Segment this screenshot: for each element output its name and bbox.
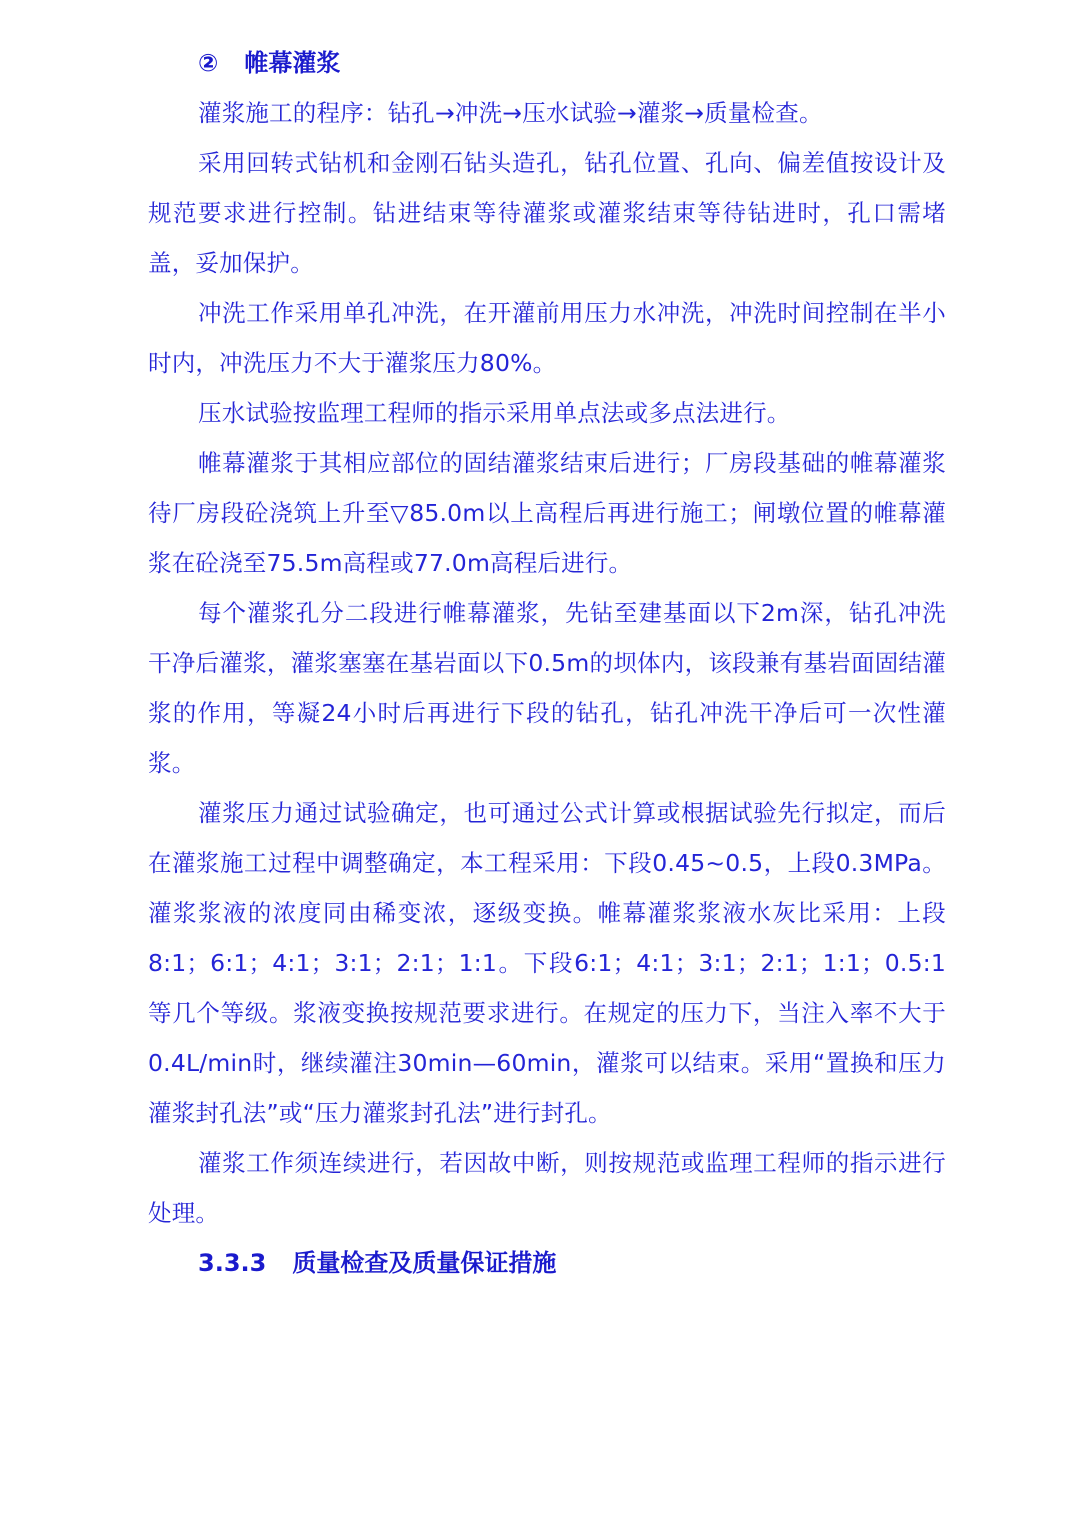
paragraph-water-test: 压水试验按监理工程师的指示采用单点法或多点法进行。 [198, 399, 791, 427]
section-heading-quality [148, 1238, 946, 1288]
heading-number: ② [198, 49, 219, 77]
document-page [148, 38, 946, 1288]
paragraph-continuity: 灌浆工作须连续进行，若因故中断，则按规范或监理工程师的指示进行处理。 [148, 1149, 946, 1227]
heading-title: 帷幕灌浆 [244, 49, 341, 77]
paragraph-flushing: 冲洗工作采用单孔冲洗，在开灌前用压力水冲洗，冲洗时间控制在半小时内，冲洗压力不大于灌浆压力80%。 [148, 299, 946, 377]
paragraph-drilling: 采用回转式钻机和金刚石钻头造孔，钻孔位置、孔向、偏差值按设计及规范要求进行控制。钻进结束等待灌浆或灌浆结束等待钻进时，孔口需堵盖，妥加保护。 [148, 149, 946, 277]
paragraph-procedure: 灌浆施工的程序：钻孔→冲洗→压水试验→灌浆→质量检查。 [198, 99, 823, 127]
paragraph-stages: 每个灌浆孔分二段进行帷幕灌浆，先钻至建基面以下2m深，钻孔冲洗干净后灌浆，灌浆塞塞在基岩面以下0.5m的坝体内，该段兼有基岩面固结灌浆的作用，等凝24小时后再进行下段的钻孔，钻孔冲洗干净后可一次性灌浆。 [148, 599, 946, 777]
paragraph-pressure: 灌浆压力通过试验确定，也可通过公式计算或根据试验先行拟定，而后在灌浆施工过程中调整确定，本工程采用：下段0.45~0.5，上段0.3MPa。灌浆浆液的浓度同由稀变浓，逐级变换。帷幕灌浆浆液水灰比采用：上段8:1；6:1；4:1；3:1；2:1；1:1。下段6:1；4:1；3:1；2:1；1:1；0.5:1等几个等级。浆液变换按规范要求进行。在规定的压力下，当注入率不大于0.4L/min时，继续灌注30min—60min，灌浆可以结束。采用“置换和压力灌浆封孔法”或“压力灌浆封孔法”进行封孔。 [148, 799, 946, 1127]
section-heading-curtain-grouting [148, 38, 946, 88]
paragraph-sequence: 帷幕灌浆于其相应部位的固结灌浆结束后进行；厂房段基础的帷幕灌浆待厂房段砼浇筑上升至▽85.0m以上高程后再进行施工；闸墩位置的帷幕灌浆在砼浇至75.5m高程或77.0m高程后进行。 [148, 449, 946, 577]
section-title: 质量检查及质量保证措施 [292, 1249, 557, 1277]
section-number: 3.3.3 [198, 1249, 267, 1277]
